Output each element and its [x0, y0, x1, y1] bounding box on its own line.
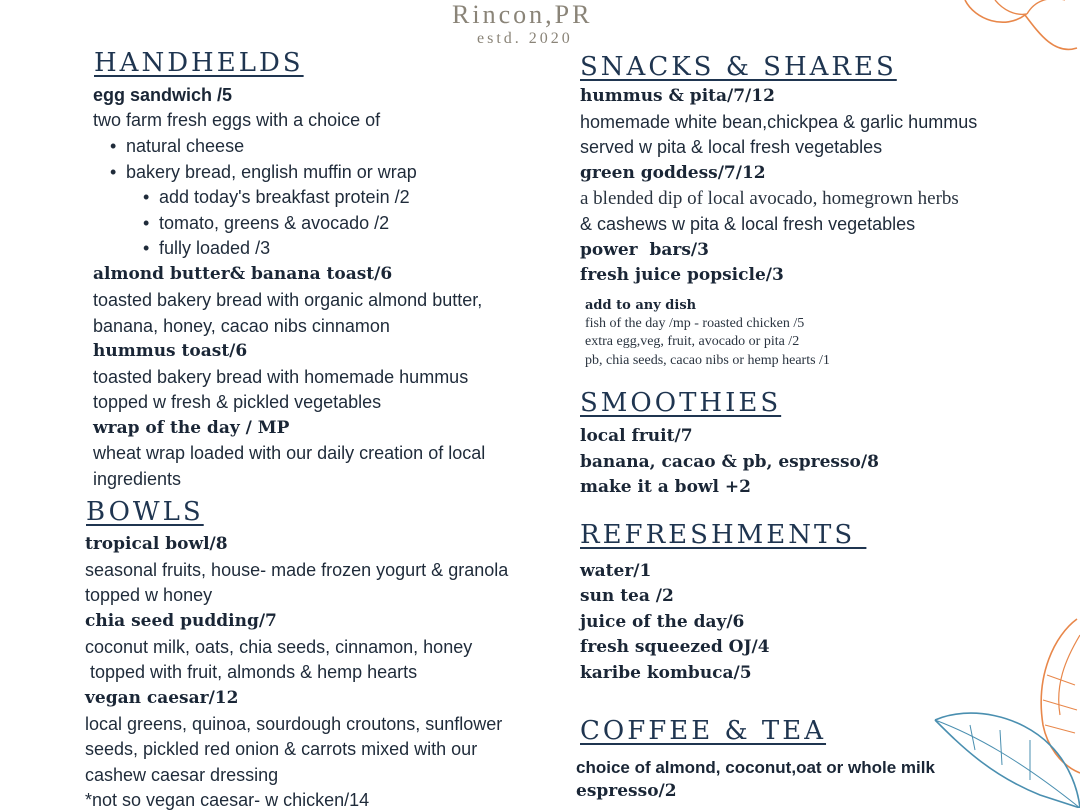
wrap-desc-1: wheat wrap loaded with our daily creation of local: [93, 443, 486, 463]
tropical-bowl-desc-2: topped w honey: [85, 585, 213, 605]
established-text: estd. 2020: [477, 30, 573, 47]
refreshment-item-2: sun tea /2: [580, 586, 674, 606]
chia-desc-1: coconut milk, oats, chia seeds, cinnamon, honey: [85, 637, 473, 657]
hummus-pita-desc-1: homemade white bean,chickpea & garlic hummus: [580, 112, 978, 132]
tropical-bowl-desc-1: seasonal fruits, house- made frozen yogurt & granola: [85, 560, 509, 580]
addon-protein: • add today's breakfast protein /2: [143, 187, 410, 208]
green-goddess-desc-1: a blended dip of local avocado, homegrown herbs: [580, 188, 959, 209]
snacks-heading: SNACKS & SHARES: [580, 52, 897, 82]
almond-toast-desc-2: banana, honey, cacao nibs cinnamon: [93, 316, 390, 336]
handhelds-heading: HANDHELDS: [94, 48, 304, 78]
coffee-milk-note: choice of almond, coconut,oat or whole milk: [576, 758, 935, 777]
bowls-heading: BOWLS: [86, 497, 204, 527]
almond-toast-name: almond butter& banana toast/6: [93, 264, 393, 284]
option-bread: • bakery bread, english muffin or wrap: [110, 162, 417, 183]
chia-desc-2: topped with fruit, almonds & hemp hearts: [85, 662, 418, 682]
popsicle-name: fresh juice popsicle/3: [580, 265, 784, 285]
refreshment-item-1: water/1: [580, 561, 652, 581]
smoothie-item-3: make it a bowl +2: [580, 477, 751, 497]
refreshments-heading: REFRESHMENTS: [580, 520, 867, 550]
espresso-name: espresso/2: [576, 781, 677, 801]
tropical-bowl-name: tropical bowl/8: [85, 534, 228, 554]
green-goddess-desc-2: & cashews w pita & local fresh vegetables: [580, 214, 916, 234]
smoothie-item-1: local fruit/7: [580, 426, 693, 446]
addons-title: add to any dish: [585, 298, 697, 313]
chia-name: chia seed pudding/7: [85, 611, 277, 631]
refreshment-item-5: karibe kombuca/5: [580, 663, 752, 683]
coffee-heading: COFFEE & TEA: [580, 716, 827, 746]
blue-leaf-bottom-right-icon: [930, 705, 1080, 808]
hummus-toast-desc-1: toasted bakery bread with homemade hummus: [93, 367, 469, 387]
addon-line-1: fish of the day /mp - roasted chicken /5: [585, 316, 805, 331]
hummus-pita-desc-2: served w pita & local fresh vegetables: [580, 137, 883, 157]
addon-tomato: • tomato, greens & avocado /2: [143, 213, 389, 234]
caesar-desc-1: local greens, quinoa, sourdough croutons, sunflower: [85, 714, 503, 734]
caesar-desc-3: cashew caesar dressing: [85, 765, 279, 785]
power-bars-name: power bars/3: [580, 240, 709, 260]
hummus-toast-name: hummus toast/6: [93, 341, 248, 361]
addon-line-3: pb, chia seeds, cacao nibs or hemp hearts /1: [585, 353, 830, 368]
green-goddess-name: green goddess/7/12: [580, 163, 766, 183]
refreshment-item-3: juice of the day/6: [580, 612, 745, 632]
caesar-desc-4: *not so vegan caesar- w chicken/14: [85, 790, 370, 810]
caesar-desc-2: seeds, pickled red onion & carrots mixed with our: [85, 739, 478, 759]
orange-leaf-top-right-icon: [955, 0, 1080, 60]
egg-sandwich-name: egg sandwich /5: [93, 85, 233, 105]
hummus-pita-name: hummus & pita/7/12: [580, 86, 775, 106]
wrap-desc-2: ingredients: [93, 469, 182, 489]
wrap-name: wrap of the day / MP: [93, 418, 290, 438]
location-title: Rincon,PR: [452, 0, 593, 29]
refreshment-item-4: fresh squeezed OJ/4: [580, 637, 770, 657]
smoothies-heading: SMOOTHIES: [580, 388, 782, 418]
hummus-toast-desc-2: topped w fresh & pickled vegetables: [93, 392, 382, 412]
option-natural-cheese: • natural cheese: [110, 136, 244, 157]
caesar-name: vegan caesar/12: [85, 688, 239, 708]
addon-line-2: extra egg,veg, fruit, avocado or pita /2: [585, 334, 800, 349]
addon-fully-loaded: • fully loaded /3: [143, 238, 270, 259]
egg-sandwich-desc: two farm fresh eggs with a choice of: [93, 110, 381, 130]
almond-toast-desc-1: toasted bakery bread with organic almond butter,: [93, 290, 483, 310]
smoothie-item-2: banana, cacao & pb, espresso/8: [580, 452, 879, 472]
